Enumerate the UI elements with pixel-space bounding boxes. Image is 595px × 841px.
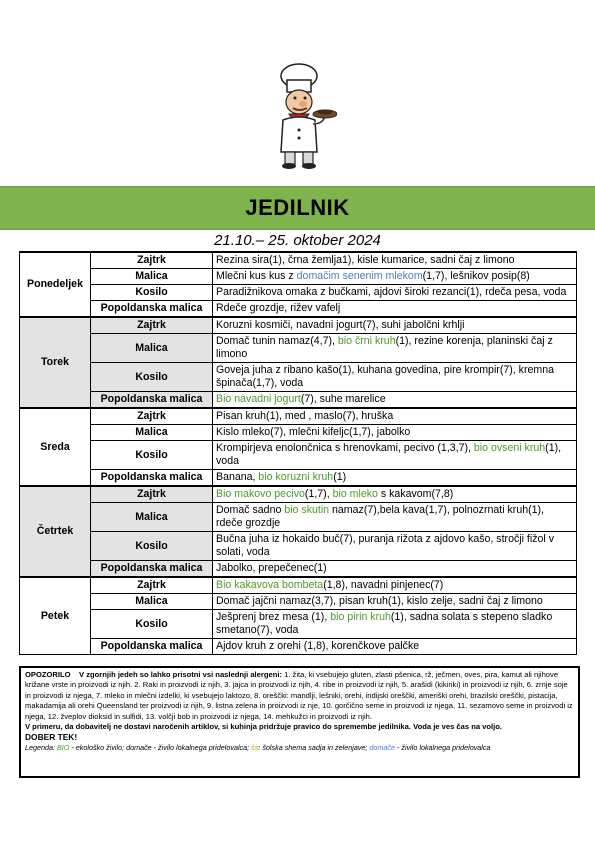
bio-item: bio koruzni kruh bbox=[258, 471, 334, 483]
allergen-notice bbox=[19, 666, 580, 778]
bio-item: bio črni kruh bbox=[337, 335, 396, 347]
legend-bio: BIO bbox=[56, 742, 70, 752]
table-row bbox=[20, 610, 577, 639]
page-title: JEDILNIK bbox=[245, 195, 350, 220]
menu-text: (1) bbox=[333, 471, 347, 483]
bio-item: bio pirin kruh bbox=[330, 611, 391, 623]
menu-text: (1), voda bbox=[216, 442, 562, 467]
table-row bbox=[20, 301, 577, 318]
table-row bbox=[20, 577, 577, 594]
meal-name: Popoldanska malica bbox=[91, 561, 213, 578]
allergen-list: 1. žita, ki vsebujejo gluten, zlasti pšenica, rž, ječmen, oves, pira, kamut ali njihove križane vrste in proizvodi iz njih. 2. Raki in proizvodi iz njih, 3. jajca in proizvodi iz njih, 4. ribe in proizvodi iz njih, 5. arašidi (kikiriki) in proizvodi iz njih, 6. zrnje soje in proizvodi iz njega, 7. mleko in mlečni izdelki, ki vsebujejo laktozo, 8. oreščki: mandlji, lešniki, orehi, indijski oreščki, ameriški orehi, brazilski oreščki, pistacija, makadamija ali orehi Queensland ter proizvodi iz njih, 9. listna zelena in proizvodi iz nje, 10. gorčično seme in proizvodi iz njega, 11. sezamovo seme in proizvodi iz njega, 12. žveplov dioksid in sulfidi, 13. volčji bob in proizvodi iz njega, 14. mehkužci in proizvodi iz njih. bbox=[25, 670, 573, 721]
local-item: domačim senenim mlekom bbox=[296, 270, 423, 282]
meal-name: Kosilo bbox=[91, 363, 213, 392]
table-row bbox=[20, 441, 577, 470]
meal-description bbox=[213, 532, 577, 561]
menu-text: (1), sadna solata s stepeno sladko smetano(7), voda bbox=[216, 611, 553, 636]
table-row bbox=[20, 334, 577, 363]
legend bbox=[25, 743, 574, 753]
day-name: Petek bbox=[20, 577, 91, 655]
meal-description bbox=[213, 408, 577, 425]
table-row bbox=[20, 408, 577, 425]
meal-name: Kosilo bbox=[91, 610, 213, 639]
meal-description bbox=[213, 285, 577, 301]
title-banner bbox=[0, 186, 595, 230]
meal-description bbox=[213, 470, 577, 487]
day-name: Četrtek bbox=[20, 486, 91, 577]
menu-text: (1,7), lešnikov posip(8) bbox=[422, 270, 530, 282]
date-range: 21.10.– 25. oktober 2024 bbox=[214, 232, 381, 249]
bio-item: Bio makovo pecivo bbox=[216, 488, 305, 500]
menu-text: namaz(7),bela kava(1,7), polnozrnati kruh(1), rdeče grozdje bbox=[216, 504, 544, 529]
notice-closing: DOBER TEK! bbox=[25, 732, 78, 743]
meal-name: Malica bbox=[91, 334, 213, 363]
notice-paragraph bbox=[25, 670, 574, 722]
menu-text: s kakavom(7,8) bbox=[377, 488, 454, 500]
meal-description bbox=[213, 639, 577, 655]
table-row bbox=[20, 503, 577, 532]
notice-rights: V primeru, da dobavitelj ne dostavi naročenih artiklov, si kuhinja pridržuje pravico do spremembe jedilnika. Voda je ves čas na voljo. bbox=[25, 722, 503, 732]
meal-name: Zajtrk bbox=[91, 252, 213, 269]
meal-name: Popoldanska malica bbox=[91, 639, 213, 655]
meal-name: Malica bbox=[91, 269, 213, 285]
legend-ss-text: : šolska shema sadja in zelenjave; bbox=[258, 742, 368, 752]
legend-local: domače bbox=[369, 742, 395, 752]
meal-description bbox=[213, 425, 577, 441]
meal-description bbox=[213, 503, 577, 532]
table-row bbox=[20, 532, 577, 561]
menu-text: (1,7), bbox=[304, 488, 333, 500]
menu-text: Ješprenj brez mesa (1), bbox=[216, 611, 331, 623]
table-row bbox=[20, 425, 577, 441]
meal-description bbox=[213, 610, 577, 639]
meal-name: Malica bbox=[91, 425, 213, 441]
menu-text: Mlečni kus kus z bbox=[216, 270, 297, 282]
meal-name: Zajtrk bbox=[91, 317, 213, 334]
menu-text: (1,8), navadni pinjenec(7) bbox=[323, 579, 444, 591]
notice-heading: OPOZORILO bbox=[25, 670, 71, 679]
meal-name: Popoldanska malica bbox=[91, 470, 213, 487]
meal-description bbox=[213, 301, 577, 318]
menu-text: Bučna juha iz hokaido buč(7), puranja rižota z ajdovo kašo, stročji fižol v solati, voda bbox=[216, 533, 554, 558]
table-row bbox=[20, 392, 577, 409]
menu-text: Banana, bbox=[216, 471, 259, 483]
meal-description bbox=[213, 269, 577, 285]
legend-local-text: - živilo lokalnega pridelovalca bbox=[395, 742, 491, 752]
meal-description bbox=[213, 577, 577, 594]
meal-name: Malica bbox=[91, 503, 213, 532]
meal-name: Zajtrk bbox=[91, 486, 213, 503]
bio-item: bio skutin bbox=[284, 504, 330, 516]
meal-name: Kosilo bbox=[91, 285, 213, 301]
meal-name: Popoldanska malica bbox=[91, 301, 213, 318]
menu-text: (1), rezine korenja, planinski čaj z limono bbox=[216, 335, 553, 360]
table-row bbox=[20, 269, 577, 285]
meal-name: Zajtrk bbox=[91, 408, 213, 425]
table-row bbox=[20, 470, 577, 487]
menu-text: Koruzni kosmiči, navadni jogurt(7), suhi jabolčni krhlji bbox=[216, 319, 465, 331]
bio-item: bio ovseni kruh bbox=[473, 442, 546, 454]
meal-description bbox=[213, 334, 577, 363]
table-row bbox=[20, 317, 577, 334]
meal-name: Zajtrk bbox=[91, 577, 213, 594]
meal-description bbox=[213, 252, 577, 269]
bio-item: Bio navadni jogurt bbox=[216, 393, 301, 405]
meal-description bbox=[213, 392, 577, 409]
table-row bbox=[20, 594, 577, 610]
meal-name: Malica bbox=[91, 594, 213, 610]
table-row bbox=[20, 363, 577, 392]
table-row bbox=[20, 285, 577, 301]
menu-text: (7), suhe marelice bbox=[300, 393, 386, 405]
day-name: Ponedeljek bbox=[20, 252, 91, 317]
menu-text: Ajdov kruh z orehi (1,8), korenčkove palčke bbox=[216, 640, 420, 652]
day-name: Torek bbox=[20, 317, 91, 408]
meal-description bbox=[213, 594, 577, 610]
notice-intro: V zgornjih jedeh so lahko prisotni vsi naslednji alergeni: bbox=[79, 670, 282, 679]
menu-text: Domač jajčni namaz(3,7), pisan kruh(1), kislo zelje, sadni čaj z limono bbox=[216, 595, 543, 607]
menu-text: Kislo mleko(7), mlečni kifeljc(1,7), jabolko bbox=[216, 426, 411, 438]
bio-item: Bio kakavova bombeta bbox=[216, 579, 324, 591]
menu-text: Rdeče grozdje, rižev vafelj bbox=[216, 302, 341, 314]
menu-text: Domač sadno bbox=[216, 504, 285, 516]
menu-table bbox=[19, 251, 577, 655]
menu-text: Goveja juha z ribano kašo(1), kuhana govedina, pire krompir(7), kremna špinača(1,7), voda bbox=[216, 364, 554, 389]
legend-label: Legenda: bbox=[25, 742, 55, 752]
table-row bbox=[20, 561, 577, 578]
meal-description bbox=[213, 441, 577, 470]
meal-description bbox=[213, 363, 577, 392]
menu-text: Krompirjeva enolončnica s hrenovkami, pecivo (1,3,7), bbox=[216, 442, 474, 454]
chef-illustration bbox=[265, 62, 337, 170]
legend-bio-text: - ekološko živilo; domače - živilo lokalnega pridelovalca; bbox=[69, 742, 250, 752]
menu-text: Domač tunin namaz(4,7), bbox=[216, 335, 338, 347]
menu-text: Pisan kruh(1), med , maslo(7), hruška bbox=[216, 410, 394, 422]
menu-text: Paradižnikova omaka z bučkami, ajdovi široki rezanci(1), rdeča pesa, voda bbox=[216, 286, 567, 298]
table-row bbox=[20, 639, 577, 655]
menu-text: Rezina sira(1), črna žemlja1), kisle kumarice, sadni čaj z limono bbox=[216, 254, 515, 266]
meal-description bbox=[213, 317, 577, 334]
meal-description bbox=[213, 486, 577, 503]
table-row bbox=[20, 486, 577, 503]
meal-description bbox=[213, 561, 577, 578]
meal-name: Kosilo bbox=[91, 532, 213, 561]
day-name: Sreda bbox=[20, 408, 91, 486]
bio-item: bio mleko bbox=[332, 488, 378, 500]
meal-name: Popoldanska malica bbox=[91, 392, 213, 409]
meal-name: Kosilo bbox=[91, 441, 213, 470]
table-row bbox=[20, 252, 577, 269]
menu-text: Jabolko, prepečenec(1) bbox=[216, 562, 327, 574]
legend-ss: šs bbox=[251, 742, 259, 752]
